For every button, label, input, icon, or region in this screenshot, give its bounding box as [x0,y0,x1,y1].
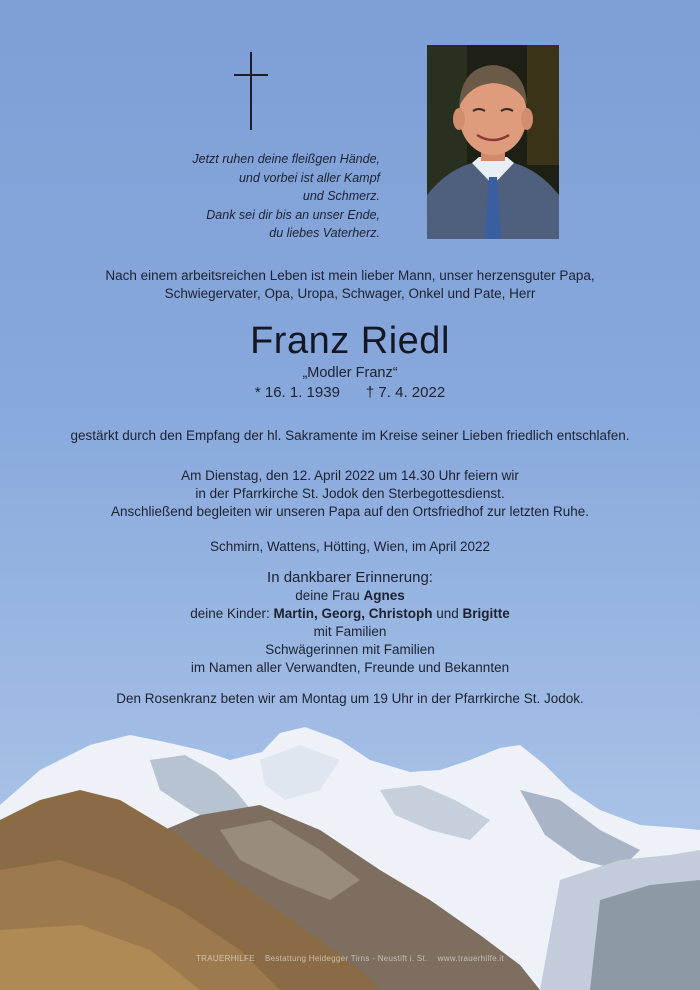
mourner-wife [20,587,680,605]
verse-line: Dank sei dir bis an unser Ende, [206,207,380,222]
mourner-sisters-in-law: Schwägerinnen mit Familien [265,642,435,657]
intro-line: Schwiegervater, Opa, Uropa, Schwager, Onkel und Pate, Herr [164,286,536,301]
verse [120,150,380,243]
mourners-list [20,587,680,677]
verse-line: und vorbei ist aller Kampf [238,170,380,185]
portrait-photo [427,45,559,239]
place-date: Schmirn, Wattens, Hötting, Wien, im April 2022 [209,539,491,554]
footer-funeral-home: Bestattung Heidegger Tirns - Neustift i. St. [264,954,428,963]
deceased-name: Franz Riedl [250,320,450,362]
intro-line: Nach einem arbeitsreichen Leben ist mein lieber Mann, unser herzensguter Papa, [105,268,595,283]
wife-label: deine Frau [295,588,364,603]
wife-name: Agnes [363,588,405,603]
rosary-line: Den Rosenkranz beten wir am Montag um 19 Uhr in der Pfarrkirche St. Jodok. [116,691,584,706]
thanks-heading: In dankbarer Erinnerung: [267,569,433,586]
life-dates [0,383,700,403]
sacrament-line: gestärkt durch den Empfang der hl. Sakramente im Kreise seiner Lieben friedlich entschlafen. [70,428,630,443]
children-label: deine Kinder: [190,606,274,621]
footer [0,954,700,963]
footer-brand: TRAUERHILFE [196,954,255,963]
footer-website: www.trauerhilfe.it [437,954,504,963]
verse-line: Jetzt ruhen deine fleißgen Hände, [192,152,380,166]
verse-line: du liebes Vaterherz. [269,226,380,240]
verse-line: und Schmerz. [302,189,380,203]
and-word: und [432,606,463,621]
mourner-relatives: im Namen aller Verwandten, Freunde und Bekannten [190,660,510,675]
service-line: Anschließend begleiten wir unseren Papa auf den Ortsfriedhof zur letzten Ruhe. [110,504,590,519]
deceased-nickname: „Modler Franz“ [302,365,398,381]
children-names: Martin, Georg, Christoph [273,606,433,621]
mourner-children [20,605,680,623]
birth-date: * 16. 1. 1939 [254,384,340,401]
intro-text [40,267,660,303]
service-line: in der Pfarrkirche St. Jodok den Sterbegottesdienst. [195,486,505,501]
last-child-name: Brigitte [462,606,510,621]
cross-icon [234,52,268,130]
service-line: Am Dienstag, den 12. April 2022 um 14.30 Uhr feiern wir [181,468,519,483]
mourner-families: mit Familien [313,624,387,639]
service-info [20,467,680,521]
death-date: † 7. 4. 2022 [365,384,446,401]
